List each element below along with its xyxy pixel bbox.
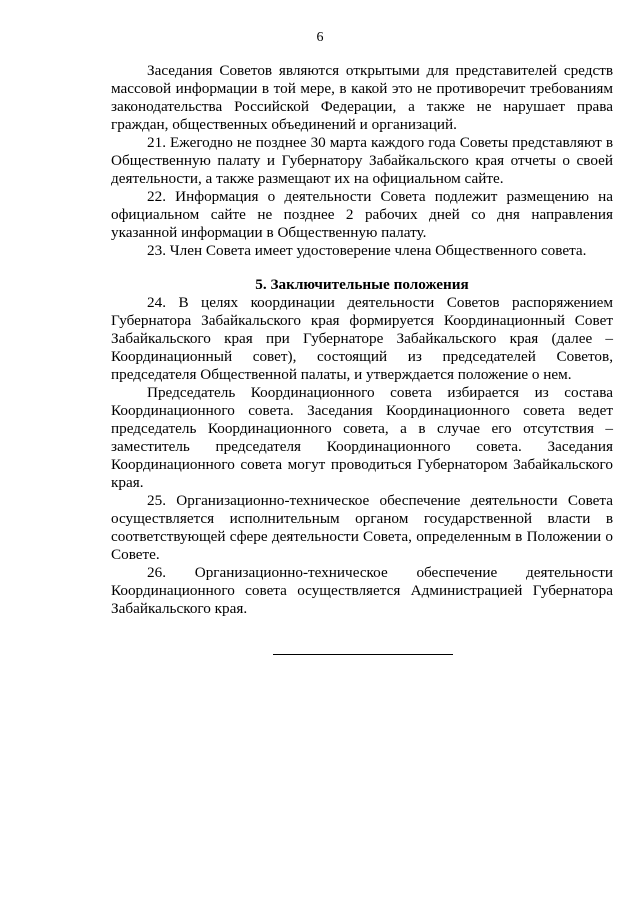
paragraph-25: 25. Организационно-техническое обеспечение деятельности Совета осуществляется исполнительным органом государственной власти в соответствующей сфере деятельности Совета, определенным в Положении о Совете. bbox=[111, 492, 613, 563]
end-separator-line bbox=[273, 654, 453, 655]
paragraph-22: 22. Информация о деятельности Совета подлежит размещению на официальном сайте не позднее 2 рабочих дней со дня направления указанной информации в Общественную палату. bbox=[111, 188, 613, 241]
document-body bbox=[111, 62, 613, 618]
page-number: 6 bbox=[316, 30, 324, 45]
paragraph-24: 24. В целях координации деятельности Советов распоряжением Губернатора Забайкальского края формируется Координационный Совет Забайкальского края при Губернаторе Забайкальского края (далее – Координационный совет), состоящий из председателей Советов, председателя Общественной палаты, и утверждается положение о нем. bbox=[111, 294, 613, 383]
paragraph-chairman: Председатель Координационного совета избирается из состава Координационного совета. Заседания Координационного совета ведет председатель Координационного совета, а в случае его отсутствия – заместитель председателя Координационного совета. Заседания Координационного совета могут проводиться Губернатором Забайкальского края. bbox=[111, 384, 613, 491]
paragraph-open-meetings: Заседания Советов являются открытыми для представителей средств массовой информации в той мере, в какой это не противоречит требованиям законодательства Российской Федерации, а также не нарушает права граждан, общественных объединений и организаций. bbox=[111, 62, 613, 133]
section-title: 5. Заключительные положения bbox=[255, 276, 469, 293]
paragraph-26: 26. Организационно-техническое обеспечение деятельности Координационного совета осуществляется Администрацией Губернатора Забайкальского края. bbox=[111, 564, 613, 617]
paragraph-21: 21. Ежегодно не позднее 30 марта каждого года Советы представляют в Общественную палату и Губернатору Забайкальского края отчеты о своей деятельности, а также размещают их на официальном сайте. bbox=[111, 134, 613, 187]
paragraph-23: 23. Член Совета имеет удостоверение члена Общественного совета. bbox=[147, 242, 587, 259]
